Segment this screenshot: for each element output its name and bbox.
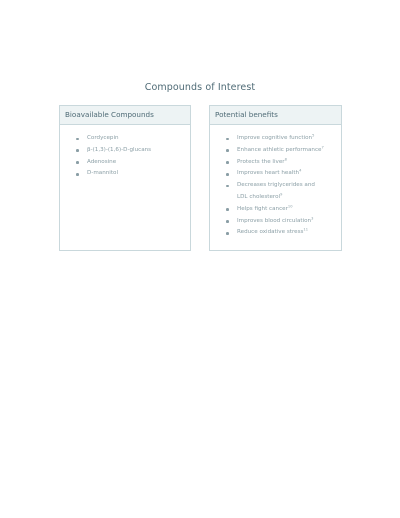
benefit-text: LDL cholesterol [237, 193, 281, 200]
reference-mark: 5 [312, 133, 315, 138]
potential-benefits-card [209, 105, 342, 251]
reference-mark: 10 [287, 204, 293, 209]
reference-mark: 7 [321, 145, 324, 150]
benefit-text: Decreases triglycerides and [237, 182, 315, 189]
benefit-text: Improve cognitive function [237, 135, 313, 141]
potential-benefits-header: Potential benefits [210, 106, 341, 125]
list-item: β-(1,3)-(1,6)-D-glucans [76, 145, 190, 157]
list-item [226, 168, 341, 180]
list-item [226, 180, 341, 192]
reference-mark: 8 [284, 157, 287, 161]
benefit-text: Protects the liver [237, 158, 285, 165]
list-item-continuation [226, 192, 341, 204]
reference-mark: 11 [303, 227, 308, 232]
bioavailable-compounds-header: Bioavailable Compounds [60, 106, 190, 125]
bioavailable-compounds-card [59, 105, 191, 251]
list-item: Cordycepin [76, 133, 190, 145]
list-item [226, 133, 341, 145]
potential-benefits-list [210, 125, 341, 239]
list-item [226, 216, 341, 228]
benefit-text: Reduce oxidative stress [237, 229, 304, 236]
benefit-text: Improves heart health [237, 170, 300, 177]
benefit-text: Enhance athletic performance [237, 146, 322, 153]
list-item: Adenosine [76, 157, 190, 169]
list-item: D-mannitol [76, 168, 190, 180]
list-item [226, 145, 341, 157]
bioavailable-compounds-list [60, 125, 190, 180]
benefit-text: Improves blood circulation [237, 217, 312, 224]
reference-mark: 4 [299, 168, 302, 173]
reference-mark: 3 [311, 215, 314, 220]
list-item [226, 204, 341, 216]
list-item [226, 227, 341, 239]
page-title: Compounds of Interest [144, 82, 256, 93]
reference-mark: 9 [280, 192, 283, 197]
benefit-text: Helps fight cancer [237, 205, 288, 212]
list-item [226, 157, 341, 169]
